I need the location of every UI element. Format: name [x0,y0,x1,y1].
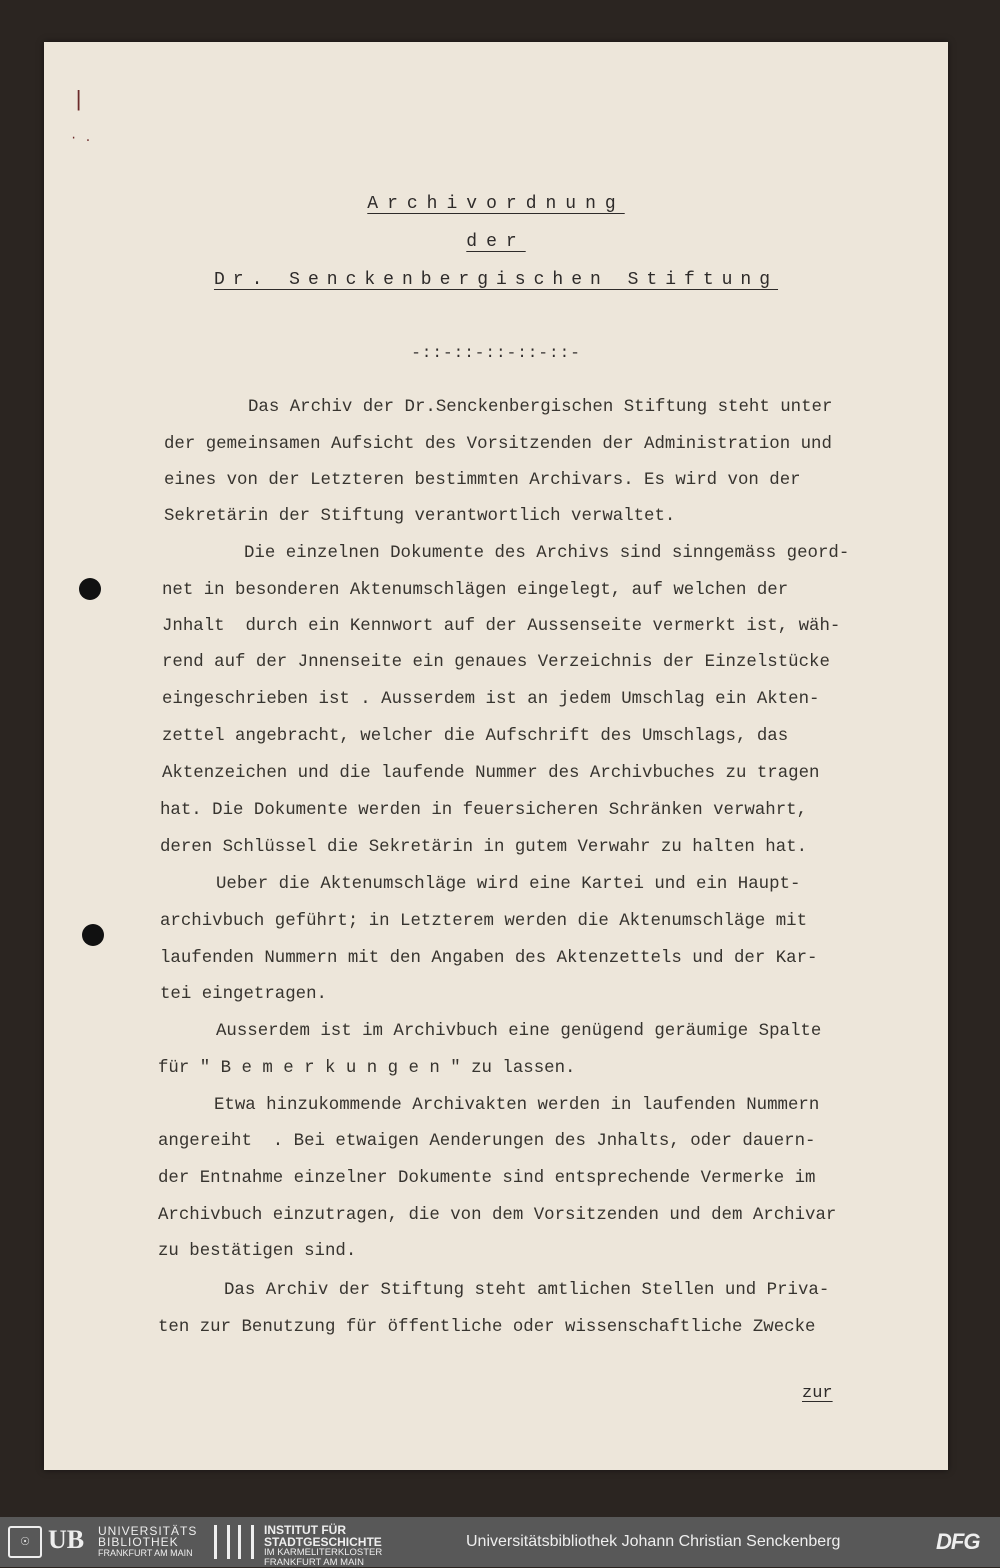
isg-text-line-2: STADTGESCHICHTE [264,1535,382,1549]
isg-logo-text [264,1524,382,1568]
text-line: archivbuch geführt; in Letzterem werden die Aktenumschläge mit [160,912,808,931]
text-line: deren Schlüssel die Sekretärin in gutem Verwahr zu halten hat. [160,838,808,857]
dfg-logo: DFG [936,1529,980,1554]
repository-name: Universitätsbibliothek Johann Christian Senckenberg [466,1533,841,1550]
text-line: Archivbuch einzutragen, die von dem Vorsitzenden und dem Archivar [158,1206,837,1225]
text-line: Etwa hinzukommende Archivakten werden in laufenden Nummern [214,1096,820,1115]
isg-text-line-1: INSTITUT FÜR [264,1523,346,1537]
text-line: zu bestätigen sind. [158,1242,357,1261]
ub-text-line-3: FRANKFURT AM MAIN [98,1548,193,1558]
pencil-mark-small: · . [70,131,92,145]
title-line-1: Archivordnung [367,194,625,214]
text-line: Die einzelnen Dokumente des Archivs sind sinngemäss geord- [244,544,850,563]
punch-hole-top [79,578,101,600]
footer-bar [0,1517,1000,1567]
punch-hole-bottom [82,924,104,946]
text-line: für " B e m e r k u n g e n " zu lassen. [158,1059,576,1078]
text-line: Sekretärin der Stiftung verantwortlich verwaltet. [164,507,676,526]
text-line: eingeschrieben ist . Ausserdem ist an jedem Umschlag ein Akten- [162,690,820,709]
pencil-mark: | [72,88,86,113]
ub-logo-text [98,1526,197,1559]
separator: -::-::-::-::-::- [411,344,581,362]
text-line: zettel angebracht, welcher die Aufschrift des Umschlags, das [162,727,789,746]
ub-text-line-2: BIBLIOTHEK [98,1535,179,1549]
text-line: eines von der Letzteren bestimmten Archivars. Es wird von der [164,471,801,490]
text-line: Ausserdem ist im Archivbuch eine genügend geräumige Spalte [216,1022,822,1041]
text-line: angereiht . Bei etwaigen Aenderungen des Jnhalts, oder dauern- [158,1132,816,1151]
text-line: Ueber die Aktenumschläge wird eine Kartei und ein Haupt- [216,875,801,894]
text-line: rend auf der Jnnenseite ein genaues Verzeichnis der Einzelstücke [162,653,830,672]
text-line: laufenden Nummern mit den Angaben des Aktenzettels und der Kar- [160,949,818,968]
ub-logo-letters: UB [48,1525,85,1554]
text-line: net in besonderen Aktenumschlägen eingelegt, auf welchen der [162,581,789,600]
text-line: Das Archiv der Dr.Senckenbergischen Stiftung steht unter [248,398,833,417]
isg-text-line-4: FRANKFURT AM MAIN [264,1557,364,1568]
text-line: Das Archiv der Stiftung steht amtlichen Stellen und Priva- [224,1281,830,1300]
text-line: Jnhalt durch ein Kennwort auf der Aussenseite vermerkt ist, wäh- [162,617,841,636]
text-line: tei eingetragen. [160,985,327,1004]
text-line: Aktenzeichen und die laufende Nummer des Archivbuches zu tragen [162,764,820,783]
text-line: ten zur Benutzung für öffentliche oder wissenschaftliche Zwecke [158,1318,816,1337]
text-line: der Entnahme einzelner Dokumente sind entsprechende Vermerke im [158,1169,816,1188]
title-line-3: Dr. Senckenbergischen Stiftung [213,270,779,290]
isg-columns-icon [214,1525,254,1559]
document-page [44,42,948,1470]
ub-seal-icon: ☉ [8,1526,42,1558]
text-line: der gemeinsamen Aufsicht des Vorsitzenden der Administration und [164,435,832,454]
ub-text-line-1: UNIVERSITÄTS [98,1524,198,1538]
text-line: hat. Die Dokumente werden in feuersicheren Schränken verwahrt, [160,801,808,820]
title-line-2: der [466,232,526,252]
catchword: zur [802,1384,833,1403]
isg-text-line-3: IM KARMELITERKLOSTER [264,1547,383,1558]
